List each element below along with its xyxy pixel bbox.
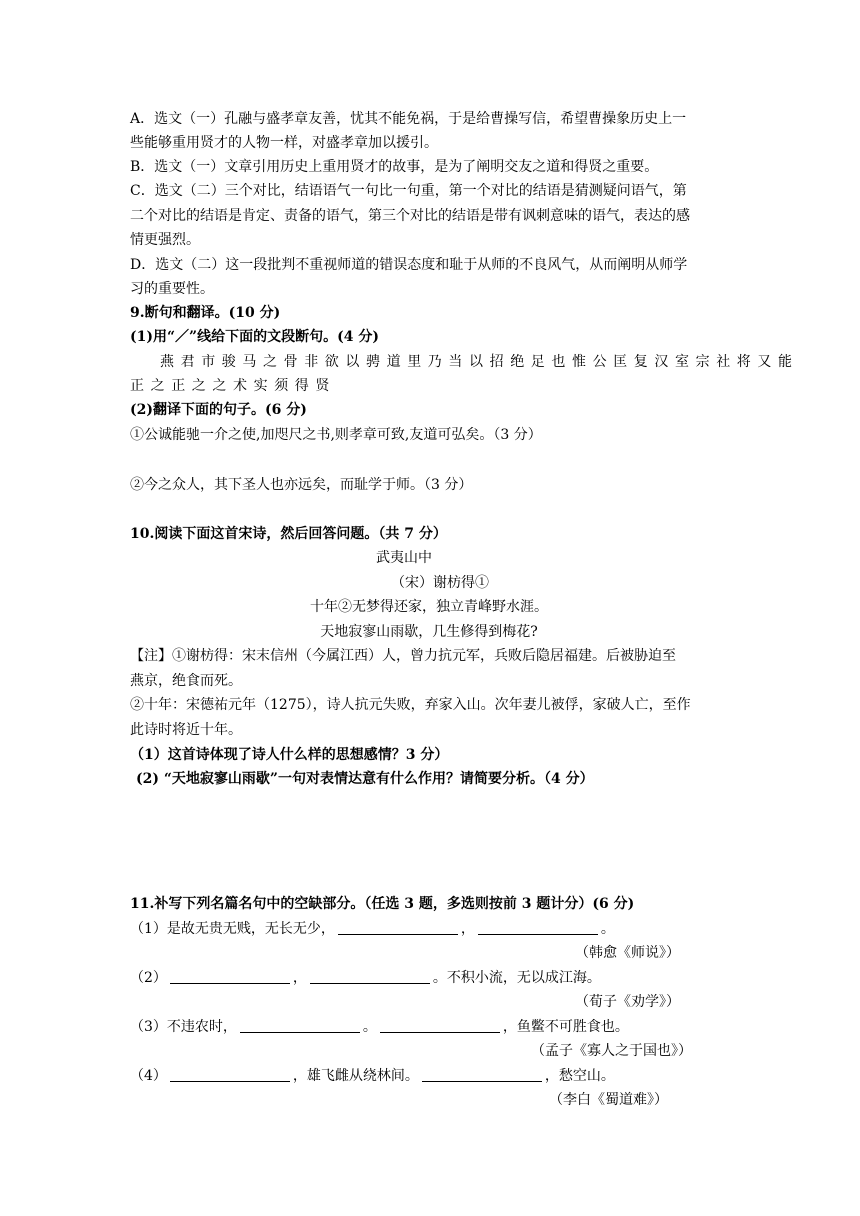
option-a-line2: 些能够重用贤才的人物一样，对盛孝章加以援引。: [130, 135, 438, 151]
blank-3b[interactable]: [380, 1018, 500, 1033]
note2-line1: ②十年：宋德祐元年（1275），诗人抗元失败，弃家入山。次年妻儿被俘，家破人亡，至作: [130, 697, 691, 713]
q9-text-line1: 燕君市骏马之骨非欲以骋道里乃当以招绝足也惟公匡复汉室宗社将又能: [160, 354, 799, 370]
note2-line2: 此诗时将近十年。: [130, 722, 242, 738]
blank-4b[interactable]: [422, 1067, 542, 1082]
item3-source: （孟子《寡人之于国也》）: [531, 1043, 692, 1059]
item4-end: ，愁空山。: [544, 1068, 615, 1084]
option-a-line1: A．选文（一）孔融与盛孝章友善，忧其不能免祸，于是给曹操写信，希望曹操象历史上一: [130, 111, 687, 127]
option-d-line1: D．选文（二）这一段批判不重视师道的错误态度和耻于从师的不良风气，从而阐明从师学: [130, 257, 688, 273]
q9-sentence1: ①公诚能驰一介之使,加咫尺之书,则孝章可致,友道可弘矣。（3 分）: [130, 427, 542, 443]
poem-title: 武夷山中: [376, 550, 432, 566]
option-c-line3: 情更强烈。: [130, 232, 200, 248]
q9-text-line2: 正之正之之术实须得贤: [130, 378, 336, 394]
option-d-line2: 习的重要性。: [130, 281, 214, 297]
item1-end: 。: [600, 921, 615, 937]
q11-item3: [130, 1016, 629, 1038]
option-c-line1: C．选文（二）三个对比，结语语气一句比一句重，第一个对比的结语是猜测疑问语气，第: [130, 183, 687, 199]
item4-source: （李白《蜀道难》）: [549, 1092, 668, 1108]
q10-title: 10.阅读下面这首宋诗，然后回答问题。（共 7 分）: [130, 526, 447, 542]
q9-sub1: (1)用“／”线给下面的文段断句。(4 分): [130, 329, 379, 345]
note1-line2: 燕京，绝食而死。: [130, 673, 242, 689]
q10-question2: (2) “天地寂寥山雨歇”一句对表情达意有什么作用？请简要分析。（4 分）: [136, 771, 594, 787]
blank-1b[interactable]: [478, 920, 598, 935]
item3-end: ，鱼鳖不可胜食也。: [502, 1019, 629, 1035]
item4-sep: ，雄飞雌从绕林间。: [292, 1068, 419, 1084]
blank-1a[interactable]: [338, 920, 458, 935]
q11-item1: [130, 918, 615, 940]
item1-text: （1）是故无贵无贱，无长无少，: [130, 921, 335, 937]
item2-text: （2）: [130, 970, 167, 986]
blank-2b[interactable]: [310, 969, 430, 984]
q9-title: 9.断句和翻译。(10 分): [130, 305, 281, 321]
poem-line2: 天地寂寥山雨歇，几生修得到梅花?: [320, 624, 538, 640]
q11-title: 11.补写下列名篇名句中的空缺部分。（任选 3 题，多选则按前 3 题计分）(6 分): [130, 896, 635, 912]
q11-item4: [130, 1065, 615, 1087]
poem-author: （宋）谢枋得①: [391, 575, 489, 591]
q10-question1: （1）这首诗体现了诗人什么样的思想感情？3 分）: [130, 747, 449, 763]
item1-source: （韩愈《师说》）: [575, 945, 680, 961]
item2-source: （荀子《劝学》）: [575, 994, 680, 1010]
item2-sep: ，: [292, 970, 307, 986]
item3-sep: 。: [362, 1019, 377, 1035]
q11-item2: [130, 967, 601, 989]
blank-3a[interactable]: [240, 1018, 360, 1033]
note1-line1: 【注】①谢枋得：宋末信州（今属江西）人，曾力抗元军，兵败后隐居福建。后被胁迫至: [130, 648, 676, 664]
q9-sub2: (2)翻译下面的句子。(6 分): [130, 402, 307, 418]
blank-4a[interactable]: [170, 1067, 290, 1082]
option-c-line2: 二个对比的结语是肯定、责备的语气，第三个对比的结语是带有讽刺意味的语气，表达的感: [130, 208, 690, 224]
blank-2a[interactable]: [170, 969, 290, 984]
item1-sep: ，: [460, 921, 475, 937]
item3-text: （3）不违农时，: [130, 1019, 237, 1035]
option-b-line1: B．选文（一）文章引用历史上重用贤才的故事，是为了阐明交友之道和得贤之重要。: [130, 159, 659, 175]
item2-end: 。不积小流，无以成江海。: [432, 970, 601, 986]
q9-sentence2: ②今之众人，其下圣人也亦远矣，而耻学于师。（3 分）: [130, 477, 473, 493]
item4-text: （4）: [130, 1068, 167, 1084]
poem-line1: 十年②无梦得还家，独立青峰野水涯。: [310, 599, 548, 615]
